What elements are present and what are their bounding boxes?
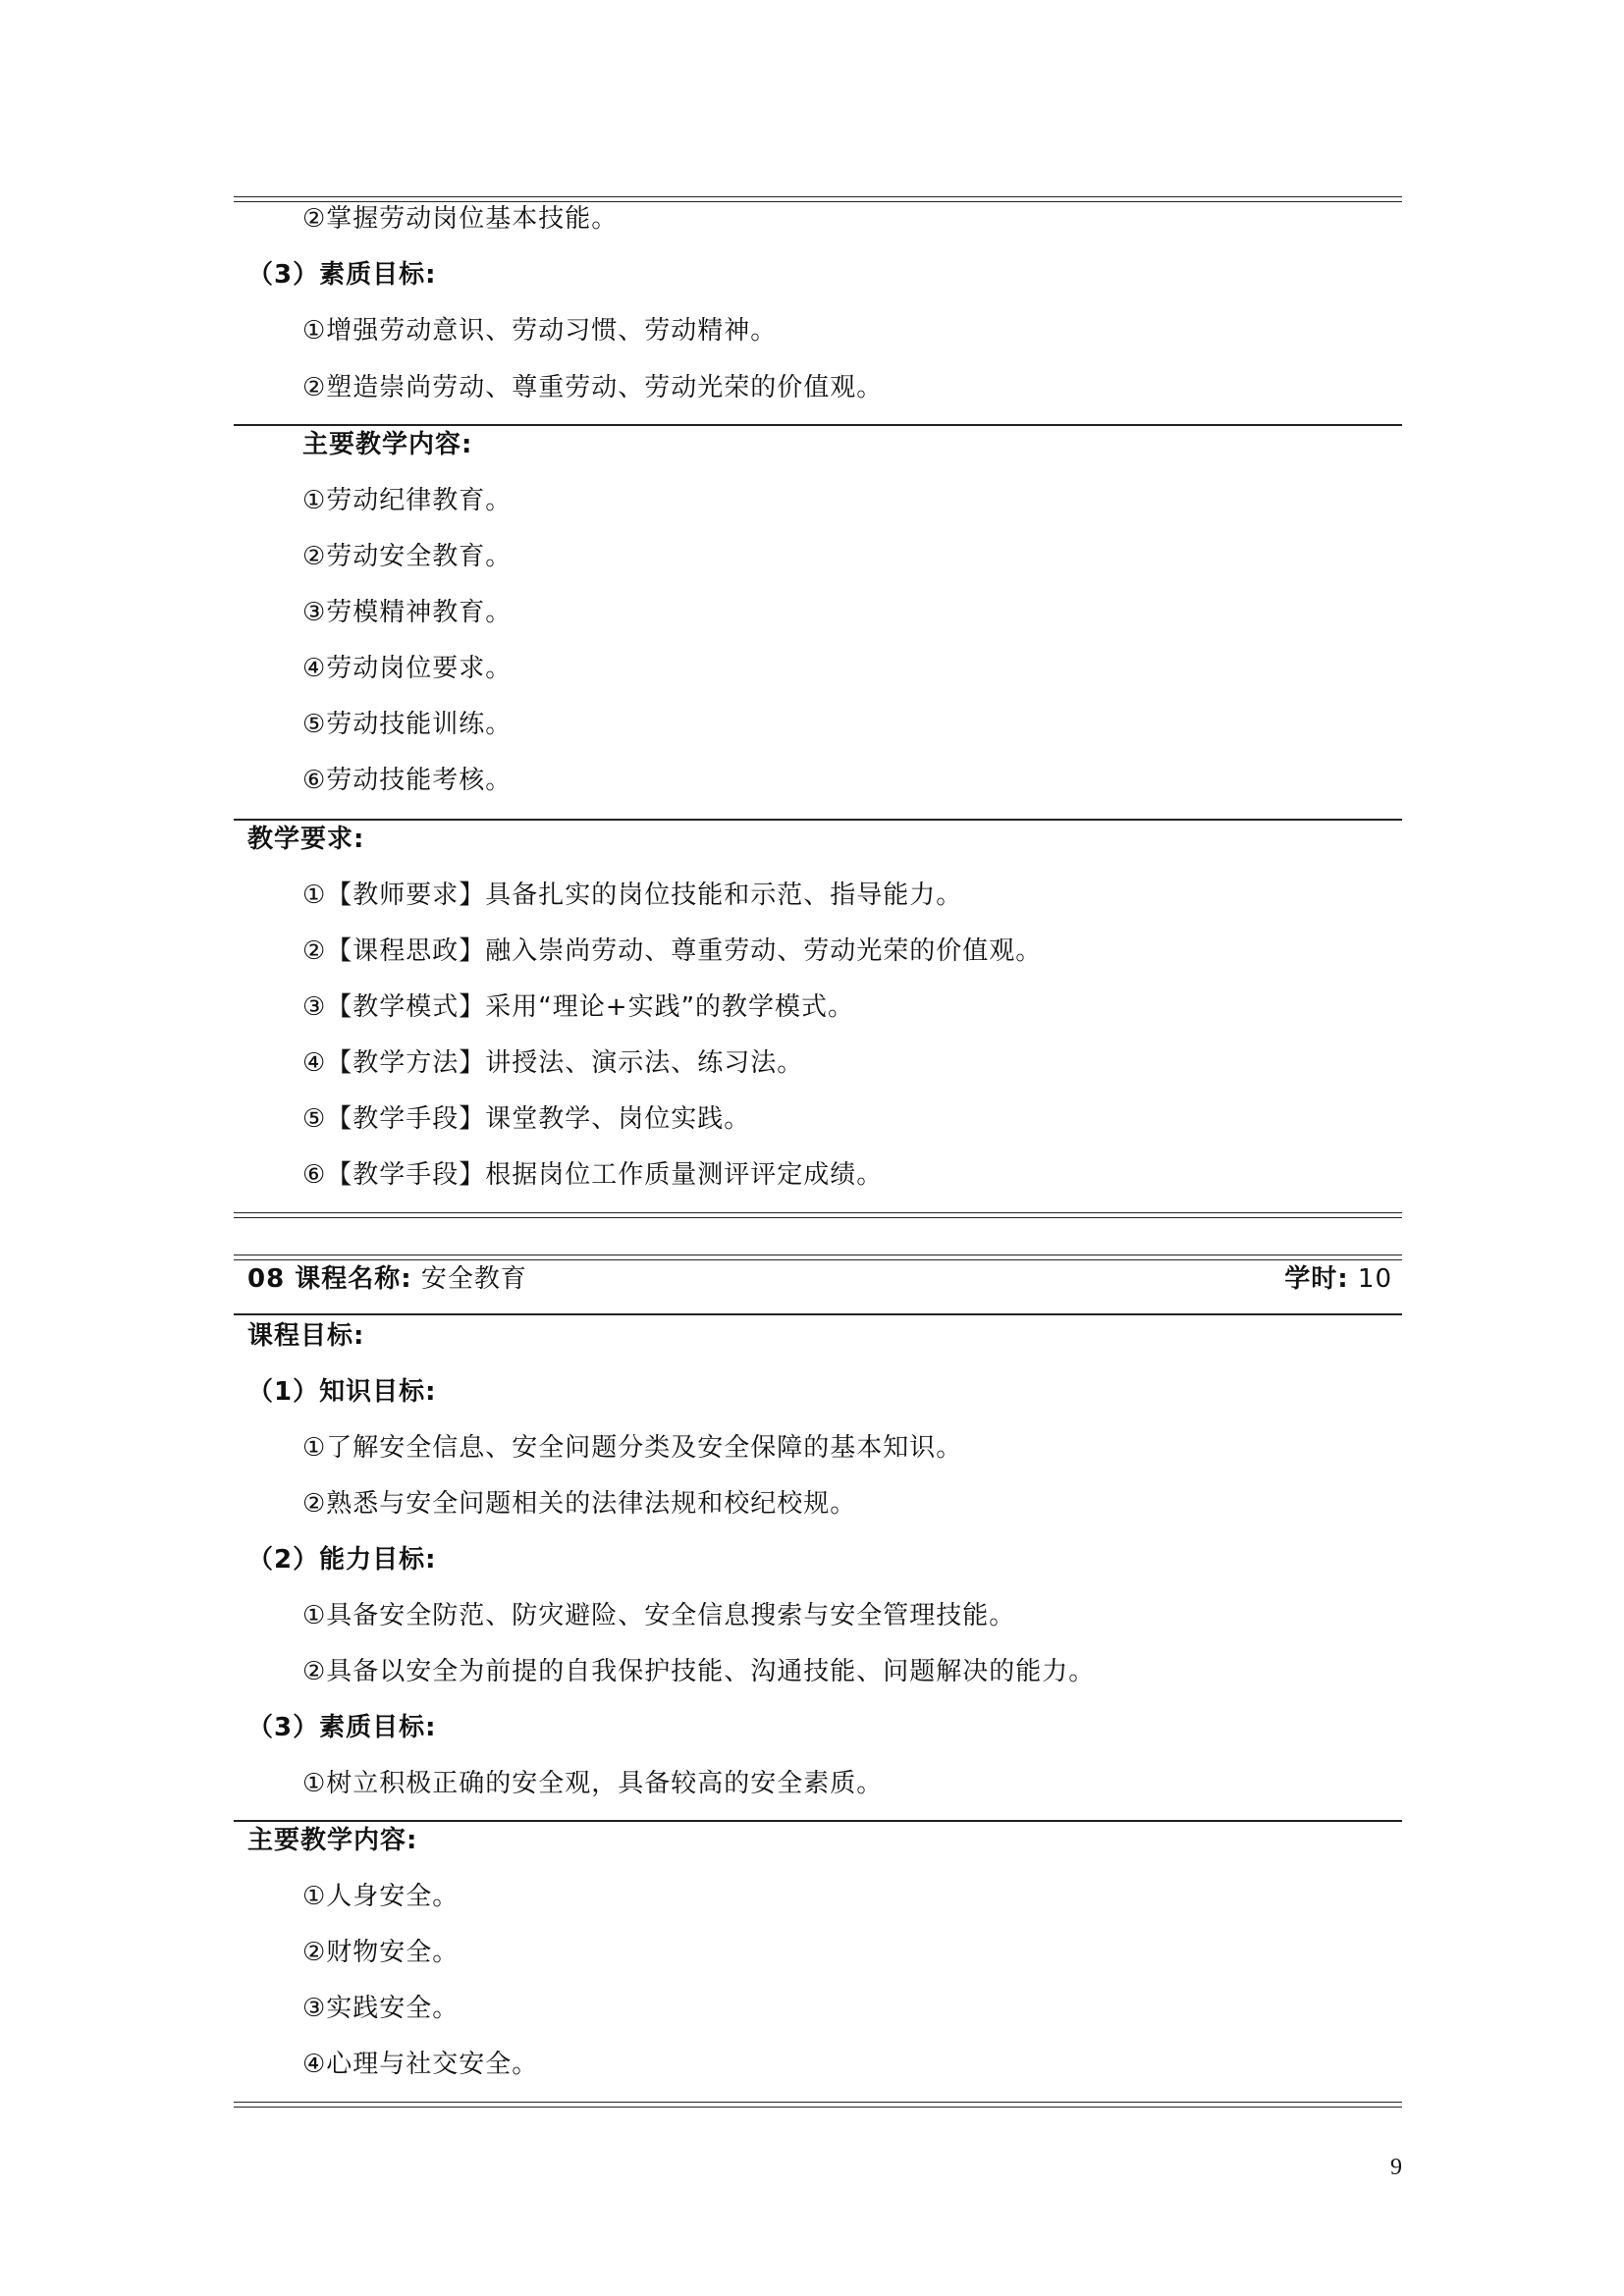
content-item: ④劳动岗位要求。 (302, 654, 513, 683)
ability-item: ②具备以安全为前提的自我保护技能、沟通技能、问题解决的能力。 (302, 1657, 1096, 1686)
req-item: ④【教学方法】讲授法、演示法、练习法。 (302, 1048, 804, 1078)
req-item: ①【教师要求】具备扎实的岗位技能和示范、指导能力。 (302, 881, 963, 910)
section-double-rule (234, 1212, 1402, 1218)
goal-heading: 课程目标: (247, 1321, 365, 1351)
ability-item: ②掌握劳动岗位基本技能。 (302, 204, 619, 234)
course-name-row (247, 1262, 527, 1296)
content-heading: 主要教学内容: (302, 430, 473, 459)
content-item: ④心理与社交安全。 (302, 2050, 539, 2079)
section-rule (234, 424, 1402, 426)
quality-heading: （3）素质目标: (247, 1713, 437, 1742)
section-rule (234, 819, 1402, 821)
quality-item: ①增强劳动意识、劳动习惯、劳动精神。 (302, 316, 778, 346)
content-item: ②财物安全。 (302, 1938, 460, 1967)
content-item: ⑤劳动技能训练。 (302, 710, 513, 739)
knowledge-item: ①了解安全信息、安全问题分类及安全保障的基本知识。 (302, 1433, 963, 1463)
course-name-label: 08 课程名称: (247, 1264, 412, 1294)
content-item: ①人身安全。 (302, 1882, 460, 1911)
section-rule (234, 1820, 1402, 1822)
bottom-double-rule (234, 2102, 1402, 2108)
page-number: 9 (1390, 2155, 1402, 2180)
quality-item: ①树立积极正确的安全观，具备较高的安全素质。 (302, 1769, 884, 1798)
content-item: ②劳动安全教育。 (302, 542, 513, 571)
course-header-double-rule (234, 1255, 1402, 1260)
course-hours-value: 10 (1348, 1264, 1392, 1294)
knowledge-heading: （1）知识目标: (247, 1377, 437, 1407)
course-name-value: 安全教育 (411, 1264, 527, 1294)
ability-heading: （2）能力目标: (247, 1545, 437, 1575)
req-item: ⑤【教学手段】课堂教学、岗位实践。 (302, 1104, 751, 1134)
course-hours-row (1284, 1262, 1392, 1296)
section-rule (234, 1313, 1402, 1315)
content-item: ③实践安全。 (302, 1994, 460, 2023)
content-item: ①劳动纪律教育。 (302, 486, 513, 515)
quality-item: ②塑造崇尚劳动、尊重劳动、劳动光荣的价值观。 (302, 373, 884, 402)
knowledge-item: ②熟悉与安全问题相关的法律法规和校纪校规。 (302, 1489, 857, 1519)
ability-item: ①具备安全防范、防灾避险、安全信息搜索与安全管理技能。 (302, 1601, 1016, 1630)
req-item: ⑥【教学手段】根据岗位工作质量测评评定成绩。 (302, 1160, 884, 1190)
content-heading: 主要教学内容: (247, 1826, 418, 1855)
content-item: ③劳模精神教育。 (302, 598, 513, 627)
content-item: ⑥劳动技能考核。 (302, 766, 513, 795)
req-item: ②【课程思政】融入崇尚劳动、尊重劳动、劳动光荣的价值观。 (302, 936, 1043, 966)
req-item: ③【教学模式】采用“理论+实践”的教学模式。 (302, 992, 855, 1022)
course-hours-label: 学时: (1284, 1264, 1349, 1294)
req-heading: 教学要求: (247, 825, 365, 854)
quality-heading: （3）素质目标: (247, 260, 437, 290)
